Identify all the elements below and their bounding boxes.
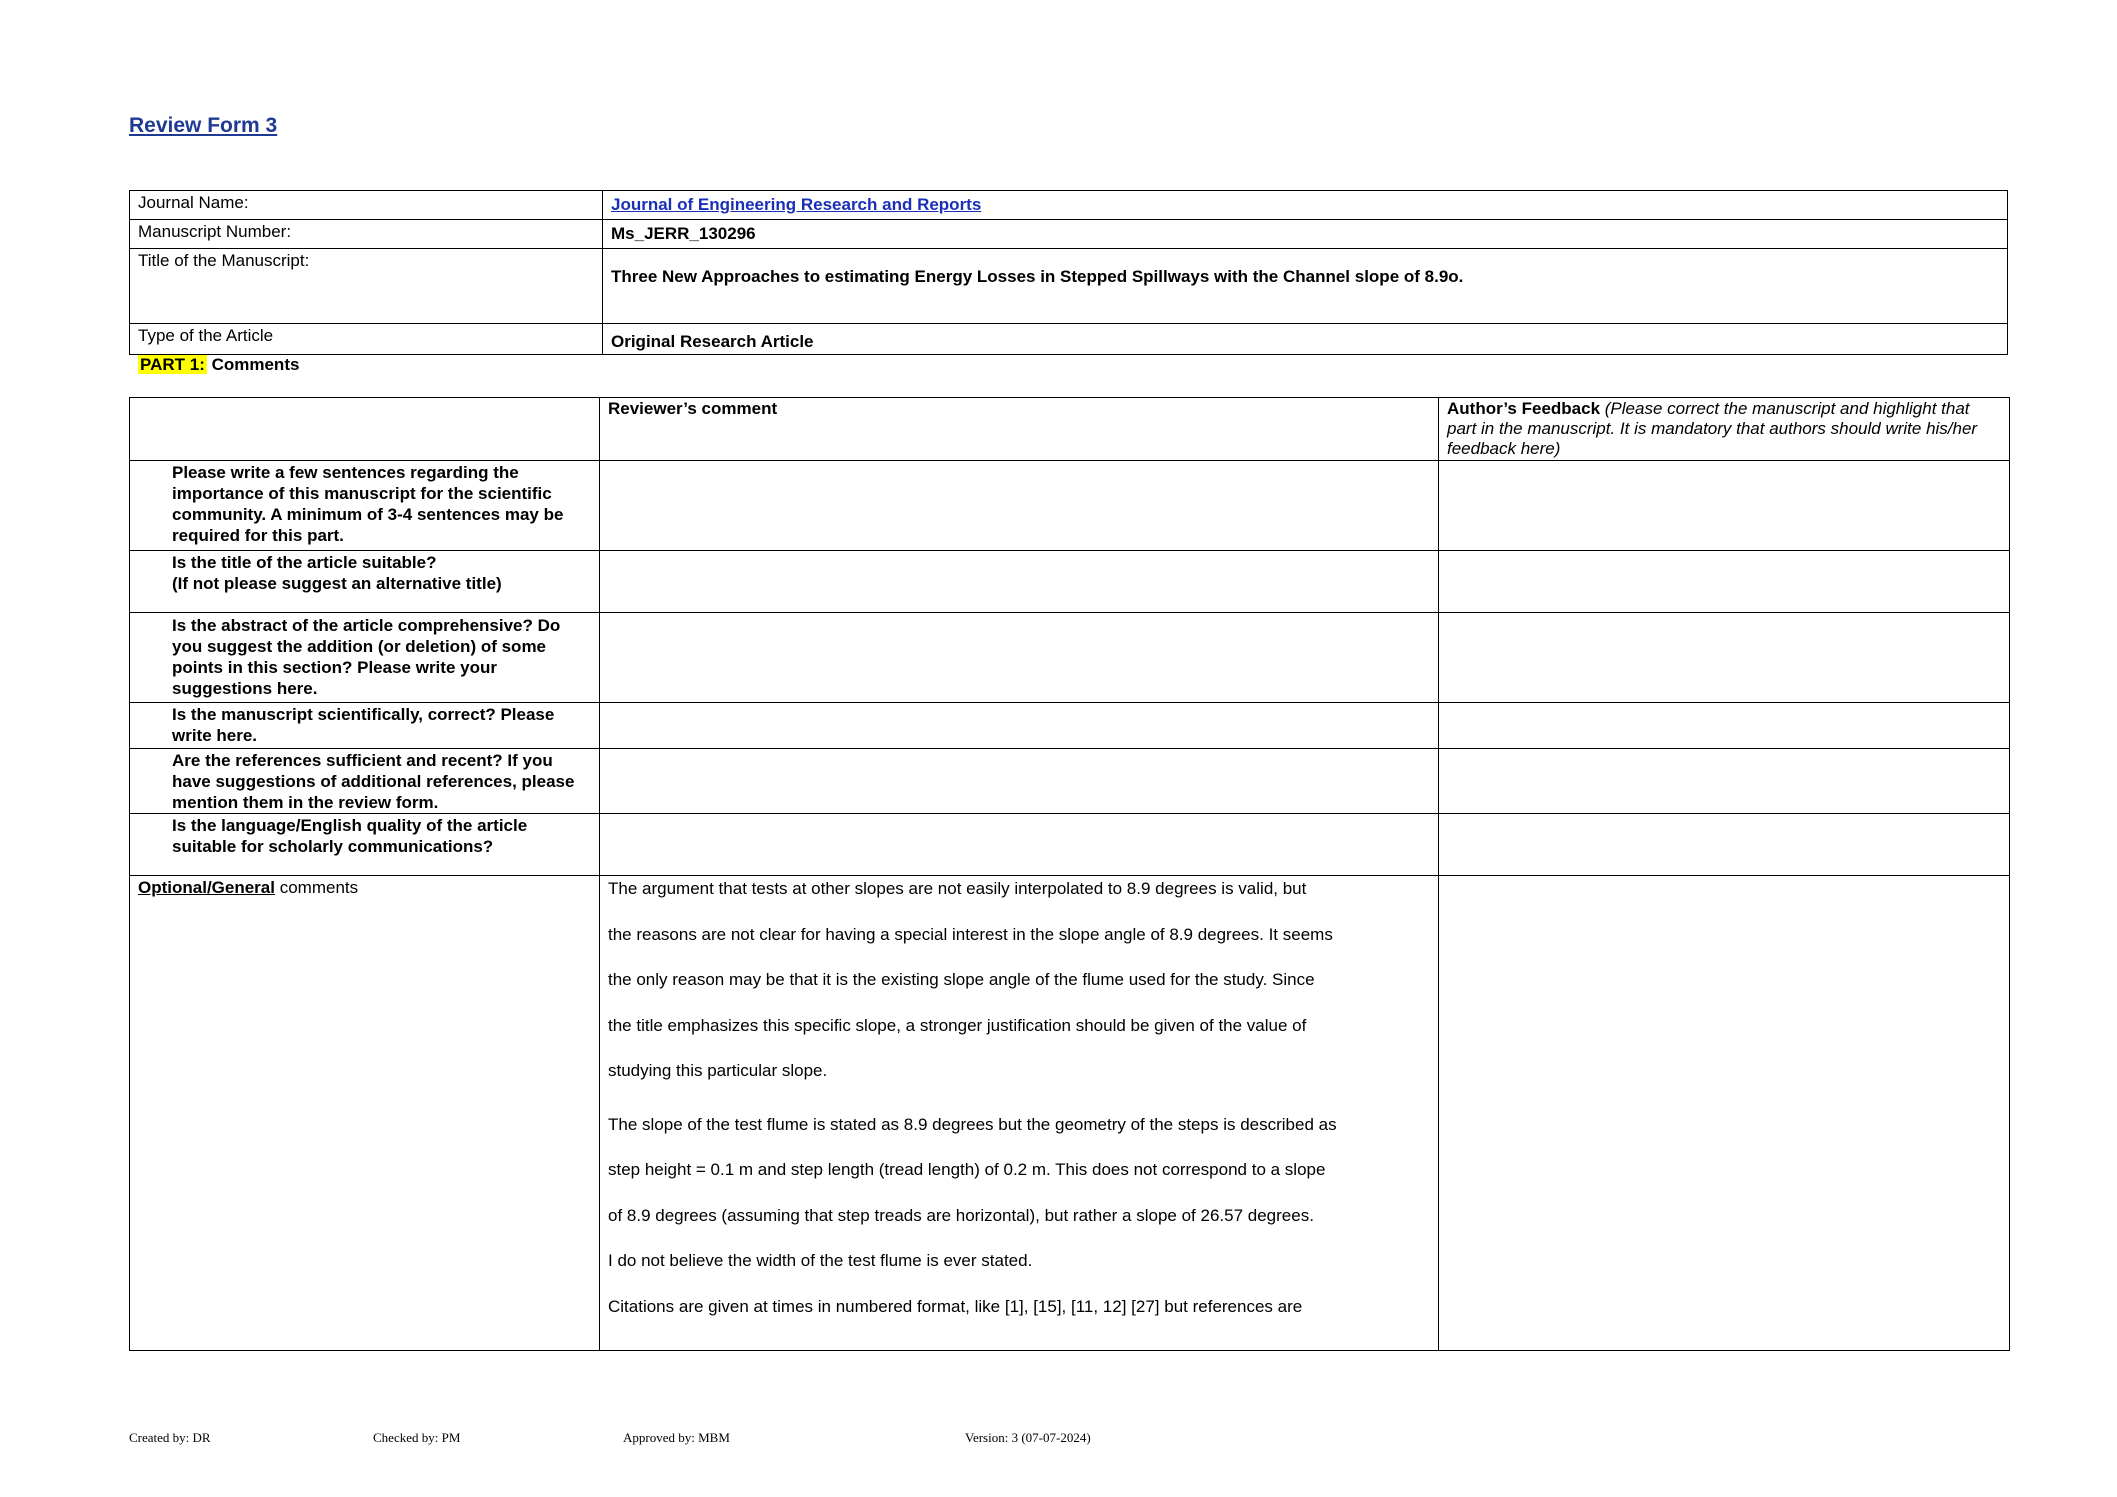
question-title-suitable (130, 551, 600, 613)
reviewer-comment-header: Reviewer’s comment (600, 398, 1439, 461)
comment-paragraph-2 (608, 1102, 1430, 1330)
question-title-line-2: (If not please suggest an alternative title) (172, 574, 502, 593)
part-1-label: PART 1: (140, 355, 205, 374)
comment-line: studying this particular slope. (608, 1061, 828, 1080)
manuscript-title-row (130, 249, 2008, 324)
table-row (130, 703, 2010, 749)
comments-table (129, 397, 2010, 1351)
manuscript-number-row (130, 220, 2008, 249)
reviewer-comment-cell[interactable] (600, 461, 1439, 551)
author-feedback-cell[interactable] (1439, 814, 2010, 876)
manuscript-info-table (129, 190, 2008, 355)
comment-line: step height = 0.1 m and step length (tread length) of 0.2 m. This does not correspond to a slope (608, 1160, 1326, 1179)
journal-label: Journal Name: (130, 191, 603, 220)
question-importance: Please write a few sentences regarding the importance of this manuscript for the scientific community. A minimum of 3-4 sentences may be required for this part. (130, 461, 600, 551)
optional-comments-row (130, 876, 2010, 1351)
footer-version: Version: 3 (07-07-2024) (965, 1430, 1091, 1445)
article-type-value: Original Research Article (603, 324, 2008, 355)
manuscript-title-label: Title of the Manuscript: (130, 249, 603, 324)
journal-cell (603, 191, 2008, 220)
comment-line: the only reason may be that it is the existing slope angle of the flume used for the study. Since (608, 970, 1315, 989)
optional-general-label-cell (130, 876, 600, 1351)
comment-line: the reasons are not clear for having a special interest in the slope angle of 8.9 degrees. It seems (608, 924, 1333, 944)
table-row (130, 461, 2010, 551)
author-feedback-cell[interactable] (1439, 461, 2010, 551)
comment-line: The argument that tests at other slopes are not easily interpolated to 8.9 degrees is valid, but (608, 879, 1307, 898)
question-language: Is the language/English quality of the article suitable for scholarly communications? (130, 814, 600, 876)
comment-line: The slope of the test flume is stated as 8.9 degrees but the geometry of the steps is described as (608, 1114, 1337, 1134)
reviewer-comment-cell[interactable] (600, 551, 1439, 613)
optional-comments-suffix: comments (274, 878, 359, 897)
manuscript-number-label: Manuscript Number: (130, 220, 603, 249)
footer-approved-by: Approved by: MBM (623, 1430, 730, 1445)
manuscript-number-value: Ms_JERR_130296 (603, 220, 2008, 249)
author-feedback-instructions: (Please correct the manuscript and highlight that part in the manuscript. It is mandatory that authors should write his/her feedback here) (1447, 399, 1978, 458)
part-1-heading (138, 355, 299, 375)
table-row (130, 551, 2010, 613)
author-feedback-cell[interactable] (1439, 613, 2010, 703)
comment-line: I do not believe the width of the test flume is ever stated. (608, 1251, 1033, 1270)
author-feedback-cell[interactable] (1439, 551, 2010, 613)
optional-author-feedback-cell[interactable] (1439, 876, 2010, 1351)
comment-line: the title emphasizes this specific slope, a stronger justification should be given of the value of (608, 1015, 1307, 1035)
question-title-line-1: Is the title of the article suitable? (172, 553, 437, 572)
author-feedback-cell[interactable] (1439, 703, 2010, 749)
author-feedback-cell[interactable] (1439, 749, 2010, 814)
article-type-row (130, 324, 2008, 355)
reviewer-comment-cell[interactable] (600, 613, 1439, 703)
comment-line: Citations are given at times in numbered format, like [1], [15], [11, 12] [27] but references are (608, 1296, 1303, 1316)
reviewer-comment-cell[interactable] (600, 749, 1439, 814)
reviewer-comment-cell[interactable] (600, 703, 1439, 749)
footer-created-by: Created by: DR (129, 1430, 211, 1445)
header-blank-cell (130, 398, 600, 461)
author-feedback-title: Author’s Feedback (1447, 399, 1601, 418)
optional-general-label: Optional/General (138, 878, 275, 897)
form-title: Review Form 3 (129, 114, 278, 137)
question-scientific: Is the manuscript scientifically, correct? Please write here. (130, 703, 600, 749)
footer-checked-by: Checked by: PM (373, 1430, 461, 1445)
journal-link[interactable]: Journal of Engineering Research and Reports (611, 195, 982, 214)
table-row (130, 613, 2010, 703)
journal-row (130, 191, 2008, 220)
part-1-title: Comments (206, 355, 300, 374)
manuscript-title-value: Three New Approaches to estimating Energy Losses in Stepped Spillways with the Channel slope of 8.9o. (603, 249, 2008, 324)
comments-header-row (130, 398, 2010, 461)
question-references: Are the references sufficient and recent? If you have suggestions of additional references, please mention them in the review form. (130, 749, 600, 814)
question-abstract: Is the abstract of the article comprehensive? Do you suggest the addition (or deletion) of some points in this section? Please write your suggestions here. (130, 613, 600, 703)
comment-paragraph-1 (608, 866, 1430, 1094)
comment-line: of 8.9 degrees (assuming that step treads are horizontal), but rather a slope of 26.57 degrees. (608, 1205, 1314, 1225)
author-feedback-header (1439, 398, 2010, 461)
article-type-label: Type of the Article (130, 324, 603, 355)
optional-reviewer-comment[interactable] (600, 876, 1439, 1351)
table-row (130, 749, 2010, 814)
